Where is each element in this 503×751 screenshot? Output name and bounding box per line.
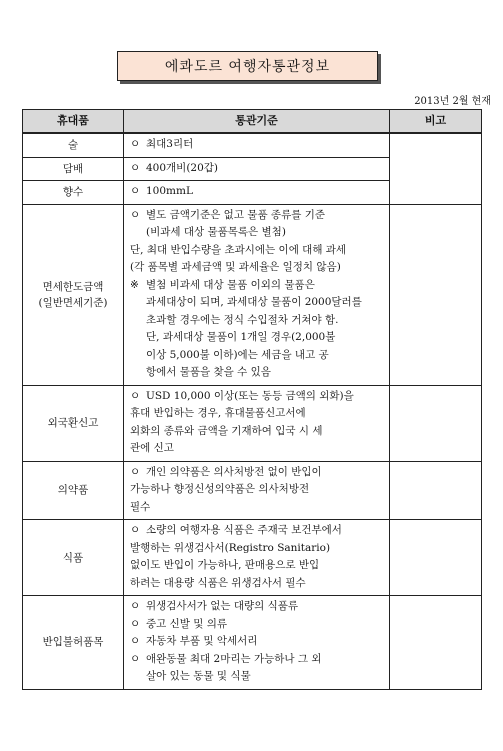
remark-cell	[390, 461, 482, 520]
item-cell	[23, 133, 124, 157]
line-text: (비과세 대상 물품목록은 별첨)	[146, 226, 286, 238]
item-cell	[23, 461, 124, 520]
item-cell	[23, 520, 124, 596]
bullet-mark: ㅇ	[130, 465, 141, 478]
item-label: 외국환신고	[47, 417, 99, 429]
line-text: 관에 신고	[130, 442, 174, 454]
item-label: 면세한도금액	[42, 280, 104, 293]
bullet-mark: ㅇ	[130, 635, 141, 647]
line-text: 위생검사서가 없는 대량의 식품류	[146, 600, 299, 612]
standard-line	[130, 499, 383, 517]
standard-line	[130, 557, 383, 575]
standard-line	[130, 616, 383, 634]
item-label: (일반면세기준)	[38, 296, 108, 309]
header-remark: 비고	[390, 110, 482, 134]
bullet-mark: ㅇ	[130, 208, 141, 221]
line-text: 하려는 대용량 식품은 위생검사서 필수	[130, 576, 306, 589]
line-text: 가능하나 향정신성의약품은 의사처방전	[130, 483, 310, 495]
standard-line	[130, 481, 383, 499]
standard-line	[130, 633, 383, 651]
remark-cell	[390, 520, 482, 596]
title-text: 에콰도르 여행자통관정보	[164, 59, 331, 75]
line-text: 초과할 경우에는 정식 수입절차 거쳐야 함.	[146, 313, 339, 326]
bullet-mark: ㅇ	[130, 161, 141, 174]
item-cell	[23, 204, 124, 385]
line-text: USD 10,000 이상(또는 동등 금액의 외화)을	[146, 389, 354, 402]
item-label: 향수	[62, 186, 84, 199]
bullet-mark: ㅇ	[130, 185, 141, 197]
remark-cell	[390, 596, 482, 690]
standard-line	[130, 598, 383, 616]
bullet-mark: ㅇ	[130, 524, 141, 536]
line-text: 없이도 반입이 가능하나, 판매용으로 반입	[130, 559, 320, 571]
standard-line	[130, 405, 383, 423]
table-header-row	[23, 110, 482, 134]
standard-line	[130, 312, 383, 330]
header-standard: 통관기준	[124, 110, 390, 134]
remark-cell	[390, 385, 482, 461]
line-text: 이상 5,000불 이하)에는 세금을 내고 공	[146, 348, 329, 361]
item-label: 의약품	[57, 484, 89, 497]
standard-line	[130, 160, 383, 178]
line-text: 단, 과세대상 물품이 1개일 경우(2,000불	[146, 331, 336, 343]
as-of-date: 2013년 2월 현재	[414, 96, 491, 107]
standard-line	[130, 668, 383, 686]
item-label: 술	[67, 139, 79, 152]
item-cell	[23, 596, 124, 690]
standard-line	[130, 440, 383, 458]
standard-line	[130, 136, 383, 154]
standard-line	[130, 224, 383, 242]
standard-line	[130, 364, 383, 382]
line-text: 100mmL	[146, 185, 193, 197]
standard-cell	[124, 596, 390, 690]
standard-line	[130, 183, 383, 201]
standard-cell	[124, 181, 390, 205]
table-row	[23, 385, 482, 461]
standard-line	[130, 388, 383, 406]
line-text: 중고 신발 및 의류	[146, 617, 228, 630]
item-cell	[23, 181, 124, 205]
standard-cell	[124, 385, 390, 461]
document-title	[117, 51, 378, 81]
item-label: 담배	[62, 162, 84, 175]
bullet-mark: ㅇ	[130, 617, 141, 630]
item-label: 반입불허품목	[42, 636, 104, 649]
line-text: 외화의 종류와 금액을 기재하여 입국 시 세	[130, 424, 323, 437]
item-label: 식품	[62, 551, 84, 564]
standard-line	[130, 329, 383, 347]
line-text: 애완동물 최대 2마리는 가능하나 그 외	[146, 652, 322, 665]
standard-cell	[124, 157, 390, 181]
line-text: 살아 있는 동물 및 식물	[146, 670, 251, 682]
line-text: 단, 최대 반입수량을 초과시에는 이에 대해 과세	[130, 243, 347, 256]
standard-line	[130, 242, 383, 260]
standard-cell	[124, 204, 390, 385]
table-row	[23, 133, 482, 157]
bullet-mark: ※	[130, 278, 139, 291]
remark-cell	[390, 133, 482, 204]
standard-line	[130, 540, 383, 558]
standard-line	[130, 522, 383, 540]
standard-line	[130, 294, 383, 312]
item-cell	[23, 385, 124, 461]
bullet-mark: ㅇ	[130, 652, 141, 665]
table-row	[23, 461, 482, 520]
line-text: 휴대 반입하는 경우, 휴대물품신고서에	[130, 407, 306, 419]
bullet-mark: ㅇ	[130, 600, 141, 612]
standard-line	[130, 575, 383, 593]
standard-cell	[124, 520, 390, 596]
standard-line	[130, 207, 383, 225]
standard-line	[130, 259, 383, 277]
standard-line	[130, 651, 383, 669]
standard-line	[130, 464, 383, 482]
customs-info-table	[22, 109, 482, 690]
table-row	[23, 204, 482, 385]
line-text: (각 품목별 과세금액 및 과세율은 일정치 않음)	[130, 261, 341, 273]
line-text: 최대3리터	[146, 138, 194, 150]
line-text: 개인 의약품은 의사처방전 없이 반입이	[146, 465, 322, 478]
line-text: 소량의 여행자용 식품은 주재국 보건부에서	[146, 524, 342, 536]
line-text: 발행하는 위생검사서(Registro Sanitario)	[130, 541, 331, 554]
line-text: 400개비(20갑)	[146, 161, 219, 174]
table-row	[23, 596, 482, 690]
line-text: 자동차 부품 및 악세서리	[146, 635, 258, 647]
standard-line	[130, 347, 383, 365]
bullet-mark: ㅇ	[130, 389, 141, 402]
line-text: 별첨 비과세 대상 물품 이외의 물품은	[146, 278, 315, 291]
bullet-mark: ㅇ	[130, 138, 141, 150]
standard-cell	[124, 461, 390, 520]
header-item: 휴대품	[23, 110, 124, 134]
line-text: 별도 금액기준은 없고 물품 종류를 기준	[146, 208, 325, 221]
standard-line	[130, 423, 383, 441]
line-text: 과세대상이 되며, 과세대상 물품이 2000달러를	[146, 296, 362, 308]
table-row	[23, 520, 482, 596]
line-text: 항에서 물품을 찾을 수 있음	[146, 366, 271, 378]
remark-cell	[390, 204, 482, 385]
standard-line	[130, 277, 383, 295]
line-text: 필수	[130, 500, 151, 513]
standard-cell	[124, 133, 390, 157]
item-cell	[23, 157, 124, 181]
